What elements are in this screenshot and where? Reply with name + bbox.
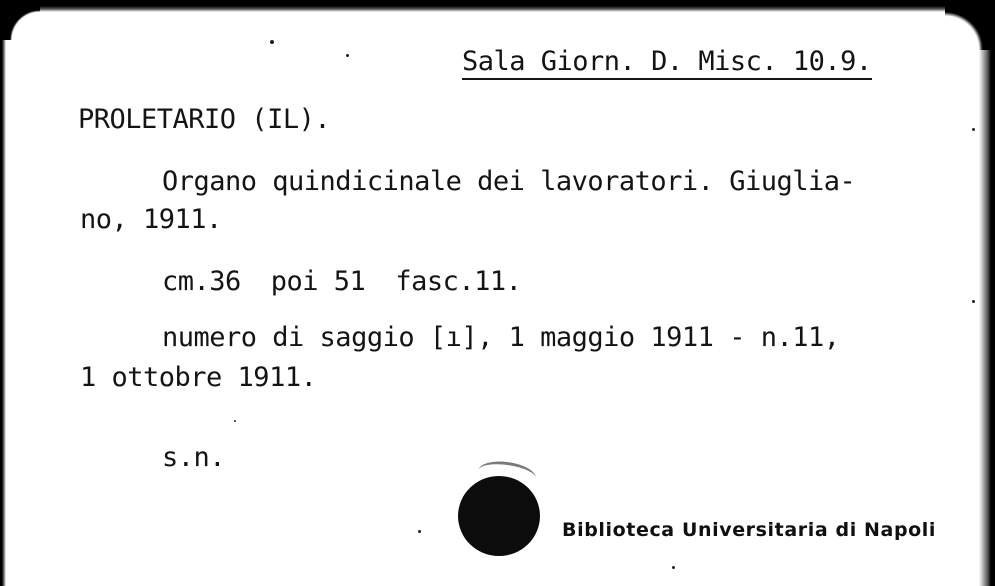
description-line-1: Organo quindicinale dei lavoratori. Giuglia- (162, 166, 856, 197)
description-line-2: no, 1911. (80, 204, 222, 235)
speck (418, 530, 421, 533)
speck (972, 128, 975, 131)
physical-format (162, 266, 521, 297)
library-stamp-seal (458, 476, 540, 556)
record-title: PROLETARIO (IL). (78, 104, 331, 135)
scan-edge-left (0, 0, 6, 586)
shelfmark: Sala Giorn. D. Misc. 10.9. (462, 46, 872, 80)
format-later-size: poi 51 (270, 266, 366, 297)
library-name: Biblioteca Universitaria di Napoli (562, 519, 937, 541)
speck (672, 566, 675, 569)
card-corner-top-left (0, 0, 40, 40)
speck (972, 300, 975, 303)
scan-edge-top (0, 0, 995, 12)
publisher-note: s.n. (162, 442, 226, 473)
issues-line-2: 1 ottobre 1911. (80, 362, 317, 393)
scan-edge-right (979, 0, 995, 586)
speck (270, 40, 274, 44)
speck (234, 420, 236, 422)
format-issues-count: fasc.11. (395, 266, 522, 297)
format-size: cm.36 (162, 266, 241, 297)
card-corner-top-right (945, 0, 995, 50)
speck (346, 54, 349, 57)
issues-line-1: numero di saggio [ı], 1 maggio 1911 - n.11, (162, 322, 840, 353)
